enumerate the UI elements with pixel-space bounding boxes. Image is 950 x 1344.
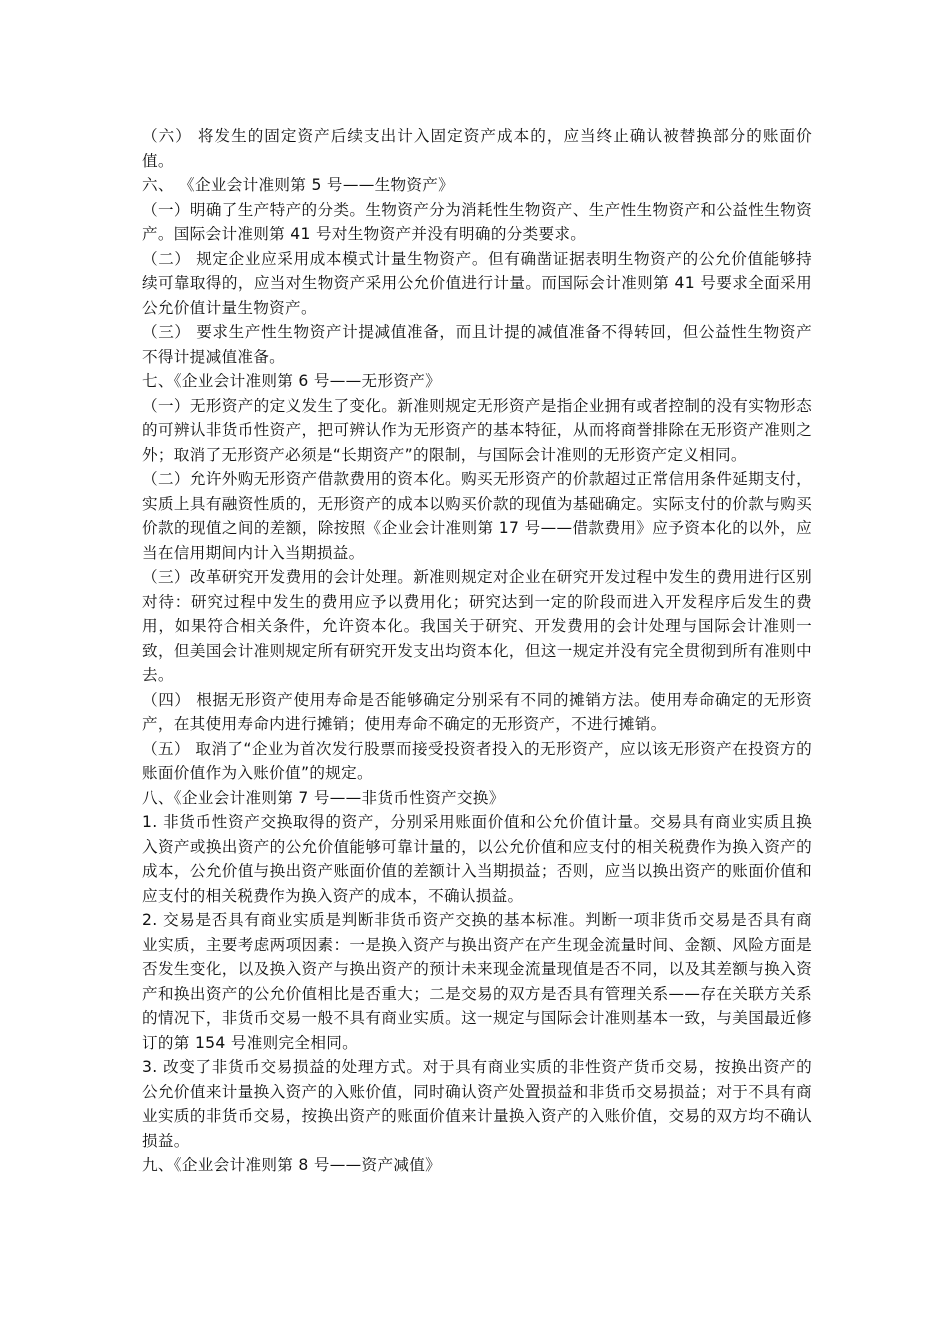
paragraph-exchange-3: 3. 改变了非货币交易损益的处理方式。对于具有商业实质的非性资产货币交易，按换出资产的公允价值来计量换入资产的入账价值，同时确认资产处置损益和非货币交易损益；对于不具有商业实质的非货币交易，按换出资产的账面价值来计量换入资产的入账价值，交易的双方均不确认损益。 (142, 1058, 812, 1150)
paragraph-intangible-2: （二）允许外购无形资产借款费用的资本化。购买无形资产的价款超过正常信用条件延期支付，实质上具有融资性质的，无形资产的成本以购买价款的现值为基础确定。实际支付的价款与购买价款的现值之间的差额，除按照《企业会计准则第 17 号——借款费用》应予资本化的以外，应当在信用期间内计入当期损益。 (142, 470, 812, 562)
paragraph-intangible-4: （四） 根据无形资产使用寿命是否能够确定分别采有不同的摊销方法。使用寿命确定的无形资产，在其使用寿命内进行摊销；使用寿命不确定的无形资产，不进行摊销。 (142, 690, 812, 733)
paragraph-intangible-1: （一）无形资产的定义发生了变化。新准则规定无形资产是指企业拥有或者控制的没有实物形态的可辨认非货币性资产，把可辨认作为无形资产的基本特征，从而将商誉排除在无形资产准则之外；取消了无形资产必须是“长期资产”的限制，与国际会计准则的无形资产定义相同。 (142, 396, 812, 464)
paragraph-intangible-3: （三）改革研究开发费用的会计处理。新准则规定对企业在研究开发过程中发生的费用进行区别对待：研究过程中发生的费用应予以费用化；研究达到一定的阶段而进入开发程序后发生的费用，如果符合相关条件，允许资本化。我国关于研究、开发费用的会计处理与国际会计准则一致，但美国会计准则规定所有研究开发支出均资本化，但这一规定并没有完全贯彻到所有准则中去。 (142, 568, 812, 684)
heading-standard-5: 六、 《企业会计准则第 5 号——生物资产》 (142, 176, 455, 194)
document-page (142, 124, 812, 1178)
paragraph-bio-3: （三） 要求生产性生物资产计提减值准备，而且计提的减值准备不得转回，但公益性生物资产不得计提减值准备。 (142, 323, 812, 366)
heading-standard-6: 七、《企业会计准则第 6 号——无形资产》 (142, 372, 442, 390)
heading-standard-8: 九、《企业会计准则第 8 号——资产减值》 (142, 1156, 442, 1174)
heading-standard-7: 八、《企业会计准则第 7 号——非货币性资产交换》 (142, 788, 505, 807)
paragraph-exchange-1: 1. 非货币性资产交换取得的资产，分别采用账面价值和公允价值计量。交易具有商业实质且换入资产或换出资产的公允价值能够可靠计量的，以公允价值和应支付的相关税费作为换入资产的成本，公允价值与换出资产账面价值的差额计入当期损益；否则，应当以换出资产的账面价值和应支付的相关税费作为换入资产的成本，不确认损益。 (142, 813, 812, 905)
paragraph-fixed-asset-6: （六） 将发生的固定资产后续支出计入固定资产成本的，应当终止确认被替换部分的账面价值。 (142, 127, 812, 170)
paragraph-bio-2: （二） 规定企业应采用成本模式计量生物资产。但有确凿证据表明生物资产的公允价值能够持续可靠取得的，应当对生物资产采用公允价值进行计量。而国际会计准则第 41 号要求全面采用公允价值计量生物资产。 (142, 249, 812, 317)
paragraph-intangible-5: （五） 取消了“企业为首次发行股票而接受投资者投入的无形资产，应以该无形资产在投资方的账面价值作为入账价值”的规定。 (142, 739, 812, 782)
paragraph-exchange-2: 2. 交易是否具有商业实质是判断非货币资产交换的基本标准。判断一项非货币交易是否具有商业实质，主要考虑两项因素：一是换入资产与换出资产在产生现金流量时间、金额、风险方面是否发生变化，以及换入资产与换出资产的预计未来现金流量现值是否不同，以及其差额与换入资产和换出资产的公允价值相比是否重大；二是交易的双方是否具有管理关系——存在关联方关系的情况下，非货币交易一般不具有商业实质。这一规定与国际会计准则基本一致，与美国最近修订的第 154 号准则完全相同。 (142, 911, 812, 1052)
paragraph-bio-1: （一）明确了生产特产的分类。生物资产分为消耗性生物资产、生产性生物资产和公益性生物资产。国际会计准则第 41 号对生物资产并没有明确的分类要求。 (142, 200, 812, 243)
